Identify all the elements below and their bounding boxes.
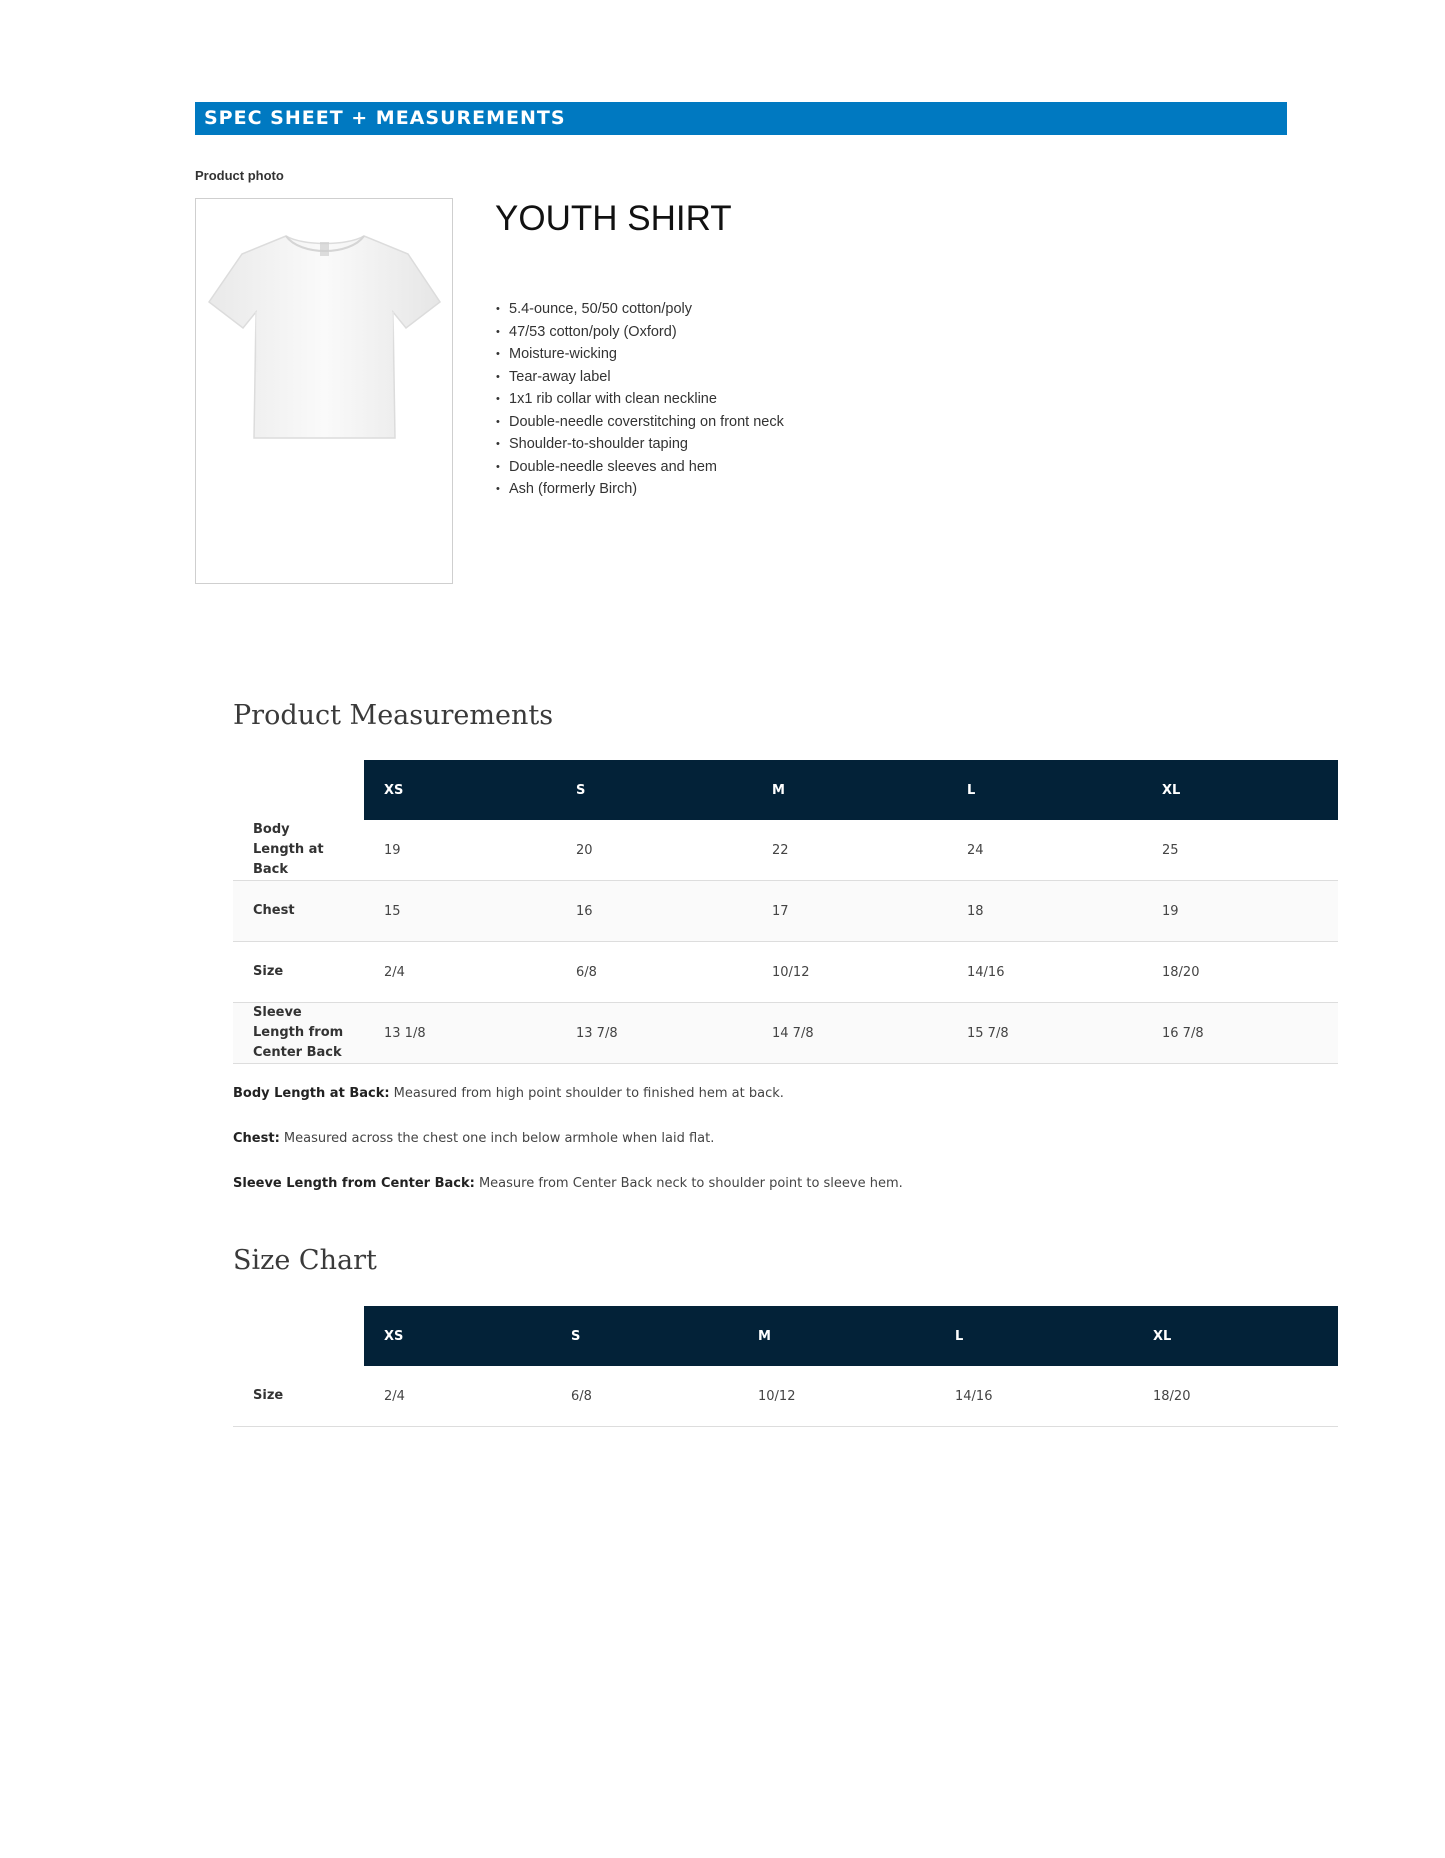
table-cell: 10/12 bbox=[752, 942, 947, 1003]
size-header: L bbox=[947, 760, 1142, 820]
size-header: XS bbox=[364, 1306, 551, 1366]
feature-list bbox=[495, 298, 784, 501]
table-cell: 19 bbox=[1142, 881, 1338, 942]
feature-item: • Double-needle sleeves and hem bbox=[509, 456, 784, 479]
note-text: Measured across the chest one inch below armhole when laid flat. bbox=[279, 1131, 715, 1146]
feature-item: • Shoulder-to-shoulder taping bbox=[509, 433, 784, 456]
table-row bbox=[233, 820, 1338, 881]
table-cell: 25 bbox=[1142, 820, 1338, 881]
size-header: L bbox=[935, 1306, 1133, 1366]
product-photo-label: Product photo bbox=[195, 168, 284, 183]
note-chest bbox=[233, 1131, 714, 1146]
note-term: Sleeve Length from Center Back: bbox=[233, 1176, 475, 1191]
table-cell: 6/8 bbox=[551, 1366, 738, 1427]
feature-item: • 5.4-ounce, 50/50 cotton/poly bbox=[509, 298, 784, 321]
row-label: Size bbox=[233, 942, 364, 1003]
table-cell: 20 bbox=[556, 820, 752, 881]
table-cell: 2/4 bbox=[364, 942, 556, 1003]
table-row bbox=[233, 881, 1338, 942]
tshirt-image bbox=[208, 232, 442, 442]
feature-item: • Moisture-wicking bbox=[509, 343, 784, 366]
table-cell: 13 7/8 bbox=[556, 1003, 752, 1064]
feature-item: • Ash (formerly Birch) bbox=[509, 478, 784, 501]
table-cell: 15 bbox=[364, 881, 556, 942]
table-corner bbox=[233, 760, 364, 820]
table-cell: 14 7/8 bbox=[752, 1003, 947, 1064]
feature-item: • Double-needle coverstitching on front neck bbox=[509, 411, 784, 434]
table-cell: 13 1/8 bbox=[364, 1003, 556, 1064]
table-cell: 18/20 bbox=[1142, 942, 1338, 1003]
row-label: Body Length at Back bbox=[233, 820, 364, 881]
table-cell: 22 bbox=[752, 820, 947, 881]
table-row bbox=[233, 942, 1338, 1003]
measurements-title: Product Measurements bbox=[233, 700, 554, 731]
feature-item: • 1x1 rib collar with clean neckline bbox=[509, 388, 784, 411]
product-title: YOUTH SHIRT bbox=[495, 199, 732, 238]
note-body-length bbox=[233, 1086, 784, 1101]
table-cell: 16 bbox=[556, 881, 752, 942]
note-text: Measured from high point shoulder to finished hem at back. bbox=[389, 1086, 784, 1101]
table-cell: 15 7/8 bbox=[947, 1003, 1142, 1064]
note-sleeve-length bbox=[233, 1176, 903, 1191]
table-cell: 24 bbox=[947, 820, 1142, 881]
note-term: Body Length at Back: bbox=[233, 1086, 390, 1101]
product-photo-frame bbox=[195, 198, 453, 584]
table-cell: 2/4 bbox=[364, 1366, 551, 1427]
size-header: XL bbox=[1133, 1306, 1338, 1366]
table-cell: 14/16 bbox=[947, 942, 1142, 1003]
size-header: M bbox=[752, 760, 947, 820]
size-header: XS bbox=[364, 760, 556, 820]
table-corner bbox=[233, 1306, 364, 1366]
table-cell: 17 bbox=[752, 881, 947, 942]
row-label: Chest bbox=[233, 881, 364, 942]
spec-sheet-banner: SPEC SHEET + MEASUREMENTS bbox=[195, 102, 1287, 135]
table-header-row bbox=[233, 1306, 1338, 1366]
size-chart-title: Size Chart bbox=[233, 1245, 377, 1276]
note-term: Chest: bbox=[233, 1131, 280, 1146]
table-cell: 19 bbox=[364, 820, 556, 881]
size-header: XL bbox=[1142, 760, 1338, 820]
table-cell: 18 bbox=[947, 881, 1142, 942]
measurements-table bbox=[233, 760, 1338, 1064]
size-header: S bbox=[551, 1306, 738, 1366]
table-cell: 10/12 bbox=[738, 1366, 935, 1427]
table-cell: 16 7/8 bbox=[1142, 1003, 1338, 1064]
table-cell: 14/16 bbox=[935, 1366, 1133, 1427]
table-row bbox=[233, 1366, 1338, 1427]
size-header: S bbox=[556, 760, 752, 820]
size-chart-table bbox=[233, 1306, 1338, 1427]
feature-item: • Tear-away label bbox=[509, 366, 784, 389]
table-cell: 6/8 bbox=[556, 942, 752, 1003]
table-cell: 18/20 bbox=[1133, 1366, 1338, 1427]
note-text: Measure from Center Back neck to shoulder point to sleeve hem. bbox=[474, 1176, 903, 1191]
size-header: M bbox=[738, 1306, 935, 1366]
table-row bbox=[233, 1003, 1338, 1064]
feature-item: • 47/53 cotton/poly (Oxford) bbox=[509, 321, 784, 344]
row-label: Sleeve Length from Center Back bbox=[233, 1003, 364, 1064]
table-header-row bbox=[233, 760, 1338, 820]
row-label: Size bbox=[233, 1366, 364, 1427]
